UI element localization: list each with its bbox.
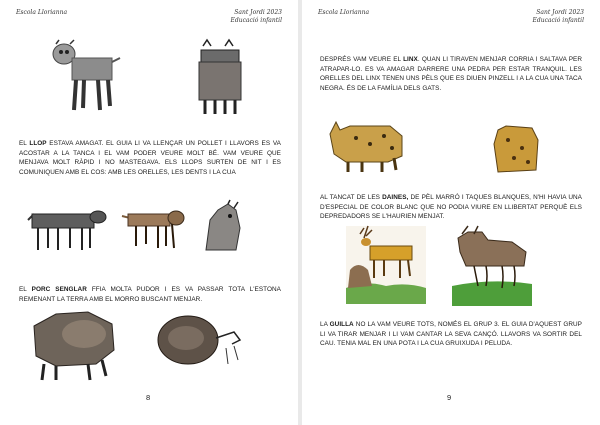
para1-prefix: EL (19, 140, 30, 147)
page-number-left: 8 (146, 393, 151, 402)
para2-prefix: EL (19, 286, 32, 293)
page-number-right: 9 (447, 393, 452, 402)
deer-paragraph (320, 193, 582, 222)
para2-text: DE PÈL MARRÓ I TAQUES BLANQUES, N'HI HAVIA UNA D'ESPECIAL DE COLOR BLANC QUE NO PODIA VIURE EN LLIBERTAT PERQUÈ ELS DEPREDADORS SE L'HAURIEN MENJAT. (320, 194, 582, 220)
lynx-keyword: LINX (403, 56, 418, 63)
header-school: Escola Llorianna (318, 9, 370, 16)
header-event (532, 9, 584, 25)
deer-drawing-1 (346, 226, 426, 304)
para3-prefix: LA (320, 321, 330, 328)
wolf-drawing-1 (50, 40, 122, 115)
header-date: Sant Jordi 2023 (234, 9, 282, 16)
lynx-drawing-2 (492, 124, 540, 176)
header-event (230, 9, 282, 25)
header-date: Sant Jordi 2023 (536, 9, 584, 16)
wolf-keyword: LLOP (29, 140, 47, 147)
boar-paragraph (19, 285, 281, 304)
lynx-paragraph (320, 55, 582, 93)
boar-drawing-2 (156, 310, 242, 372)
header-subtitle: Educació infantil (230, 17, 282, 24)
para1-prefix: DESPRÉS VAM VEURE EL (320, 56, 404, 63)
right-page (302, 0, 600, 425)
para2-text: FFIA MOLTA PUDOR I ES VA PASSAR TOTA L'ESTONA REMENANT LA TERRA AMB EL MORRO BUSCANT MENJAR. (19, 286, 281, 303)
lynx-drawing-1 (326, 118, 406, 174)
header-school: Escola Llorianna (16, 9, 68, 16)
fox-paragraph (320, 320, 582, 349)
header-subtitle: Educació infantil (532, 17, 584, 24)
wolf-paragraph (19, 139, 281, 177)
para1-text: ESTAVA AMAGAT. EL GUIA LI VA LLENÇAR UN POLLET I LLAVORS ES VA ACOSTAR A LA TANCA I EL VAM PODER VEURE MOLT BÉ. VAM VEURE QUE MENJAVA MOLT RÀPID I NO MASTEGAVA. ELS LLOPS SURTEN DE NIT I ES COMUNIQUEN AMB EL COS: AMB LES ORELLES, LES DENTS I LA CUA (19, 140, 281, 176)
deer-drawing-2 (452, 226, 532, 306)
boar-drawing-1 (26, 306, 118, 382)
wolf-drawing-4 (120, 206, 188, 252)
boar-keyword: PORC SENGLAR (31, 286, 87, 293)
wolf-drawing-2 (195, 40, 245, 115)
wolf-drawing-3 (26, 206, 108, 252)
wolf-drawing-5 (200, 200, 244, 256)
deer-keyword: DAINES, (382, 194, 409, 201)
fox-keyword: GUILLA (329, 321, 354, 328)
para3-text: NO LA VAM VEURE TOTS, NOMÉS EL GRUP 3. EL GUIA D'AQUEST GRUP LI VA TIRAR MENJAR I LI VAM CANTAR LA SEVA CANÇÓ. LLAVORS VA SORTIR DEL CAU. TENIA MAL EN UNA POTA I LA CUA GRUIXUDA I PELUDA. (320, 321, 582, 347)
para2-prefix: AL TANCAT DE LES (320, 194, 383, 201)
left-page (0, 0, 298, 425)
para1-text: . QUAN LI TIRAVEN MENJAR CORRIA I SALTAVA PER ATRAPAR-LO. ES VA AMAGAR DARRERE UNA PEDRA PER ESTAR TRANQUIL. LES ORELLES DEL LINX TENEN UNS PÈLS QUE ES DIUEN PINZELL I A LA CUA UNA TACA NEGRA. ÉS DE LA FAMÍLIA DELS GATS. (320, 56, 582, 92)
